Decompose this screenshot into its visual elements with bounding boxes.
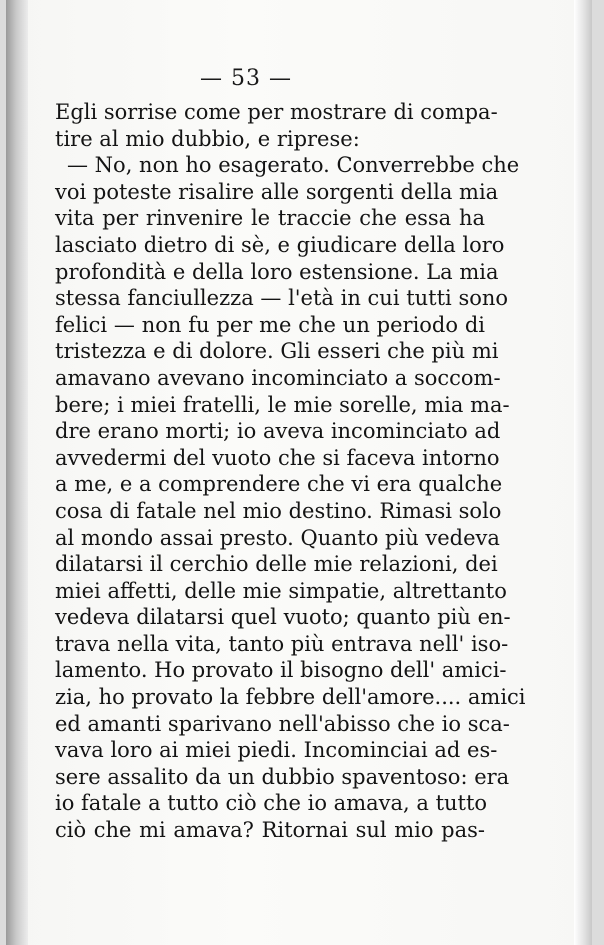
text-line: al mondo assai presto. Quanto più vedeva (55, 525, 500, 550)
text-line: sere assalito da un dubbio spaventoso: era (55, 764, 510, 789)
page-spine-shadow (6, 0, 28, 945)
text-line: Egli sorrise come per mostrare di compa- (55, 100, 498, 124)
text-line: stessa fanciullezza — l'età in cui tutti sono (55, 286, 509, 311)
text-line: miei affetti, delle mie simpatie, altrettanto (55, 578, 507, 603)
text-line: a me, e a comprendere che vi era qualche (55, 472, 503, 497)
text-line: tristezza e di dolore. Gli esseri che più mi (55, 339, 499, 364)
text-line: felici — non fu per me che un periodo di (55, 312, 485, 337)
text-line: vita per rinvenire le traccie che essa ha (55, 206, 485, 231)
text-line: dilatarsi il cerchio delle mie relazioni, dei (55, 552, 498, 577)
text-line: lasciato dietro di sè, e giudicare della loro (55, 232, 505, 257)
text-line: bere; i miei fratelli, le mie sorelle, mia ma- (55, 392, 510, 417)
text-line: vava loro ai miei piedi. Incominciai ad es- (55, 738, 498, 763)
page-edge (574, 0, 592, 945)
body-text (55, 99, 526, 844)
text-line: amavano avevano incominciato a soccom- (55, 365, 501, 390)
text-line: avvedermi del vuoto che si faceva intorno (55, 445, 500, 470)
text-line: voi poteste risalire alle sorgenti della mia (55, 179, 499, 204)
text-line: trava nella vita, tanto più entrava nell' iso- (55, 631, 509, 656)
text-line: zia, ho provato la febbre dell'amore.... amici (55, 685, 526, 710)
text-line: lamento. Ho provato il bisogno dell' amici- (55, 658, 507, 683)
page-number: — 53 — (200, 66, 292, 91)
text-line: profondità e della loro estensione. La mia (55, 259, 499, 284)
text-line: tire al mio dubbio, e riprese: (55, 126, 360, 151)
text-line: vedeva dilatarsi quel vuoto; quanto più en- (55, 605, 511, 630)
text-line: ciò che mi amava? Ritornai sul mio pas- (55, 818, 485, 843)
text-line: cosa di fatale nel mio destino. Rimasi solo (55, 498, 502, 523)
text-line: io fatale a tutto ciò che io amava, a tutto (55, 791, 488, 816)
text-line: ed amanti sparivano nell'abisso che io sca- (55, 711, 510, 736)
text-line: — No, non ho esagerato. Converrebbe che (67, 153, 520, 178)
text-line: dre erano morti; io aveva incominciato ad (55, 419, 501, 444)
book-page (6, 0, 592, 945)
